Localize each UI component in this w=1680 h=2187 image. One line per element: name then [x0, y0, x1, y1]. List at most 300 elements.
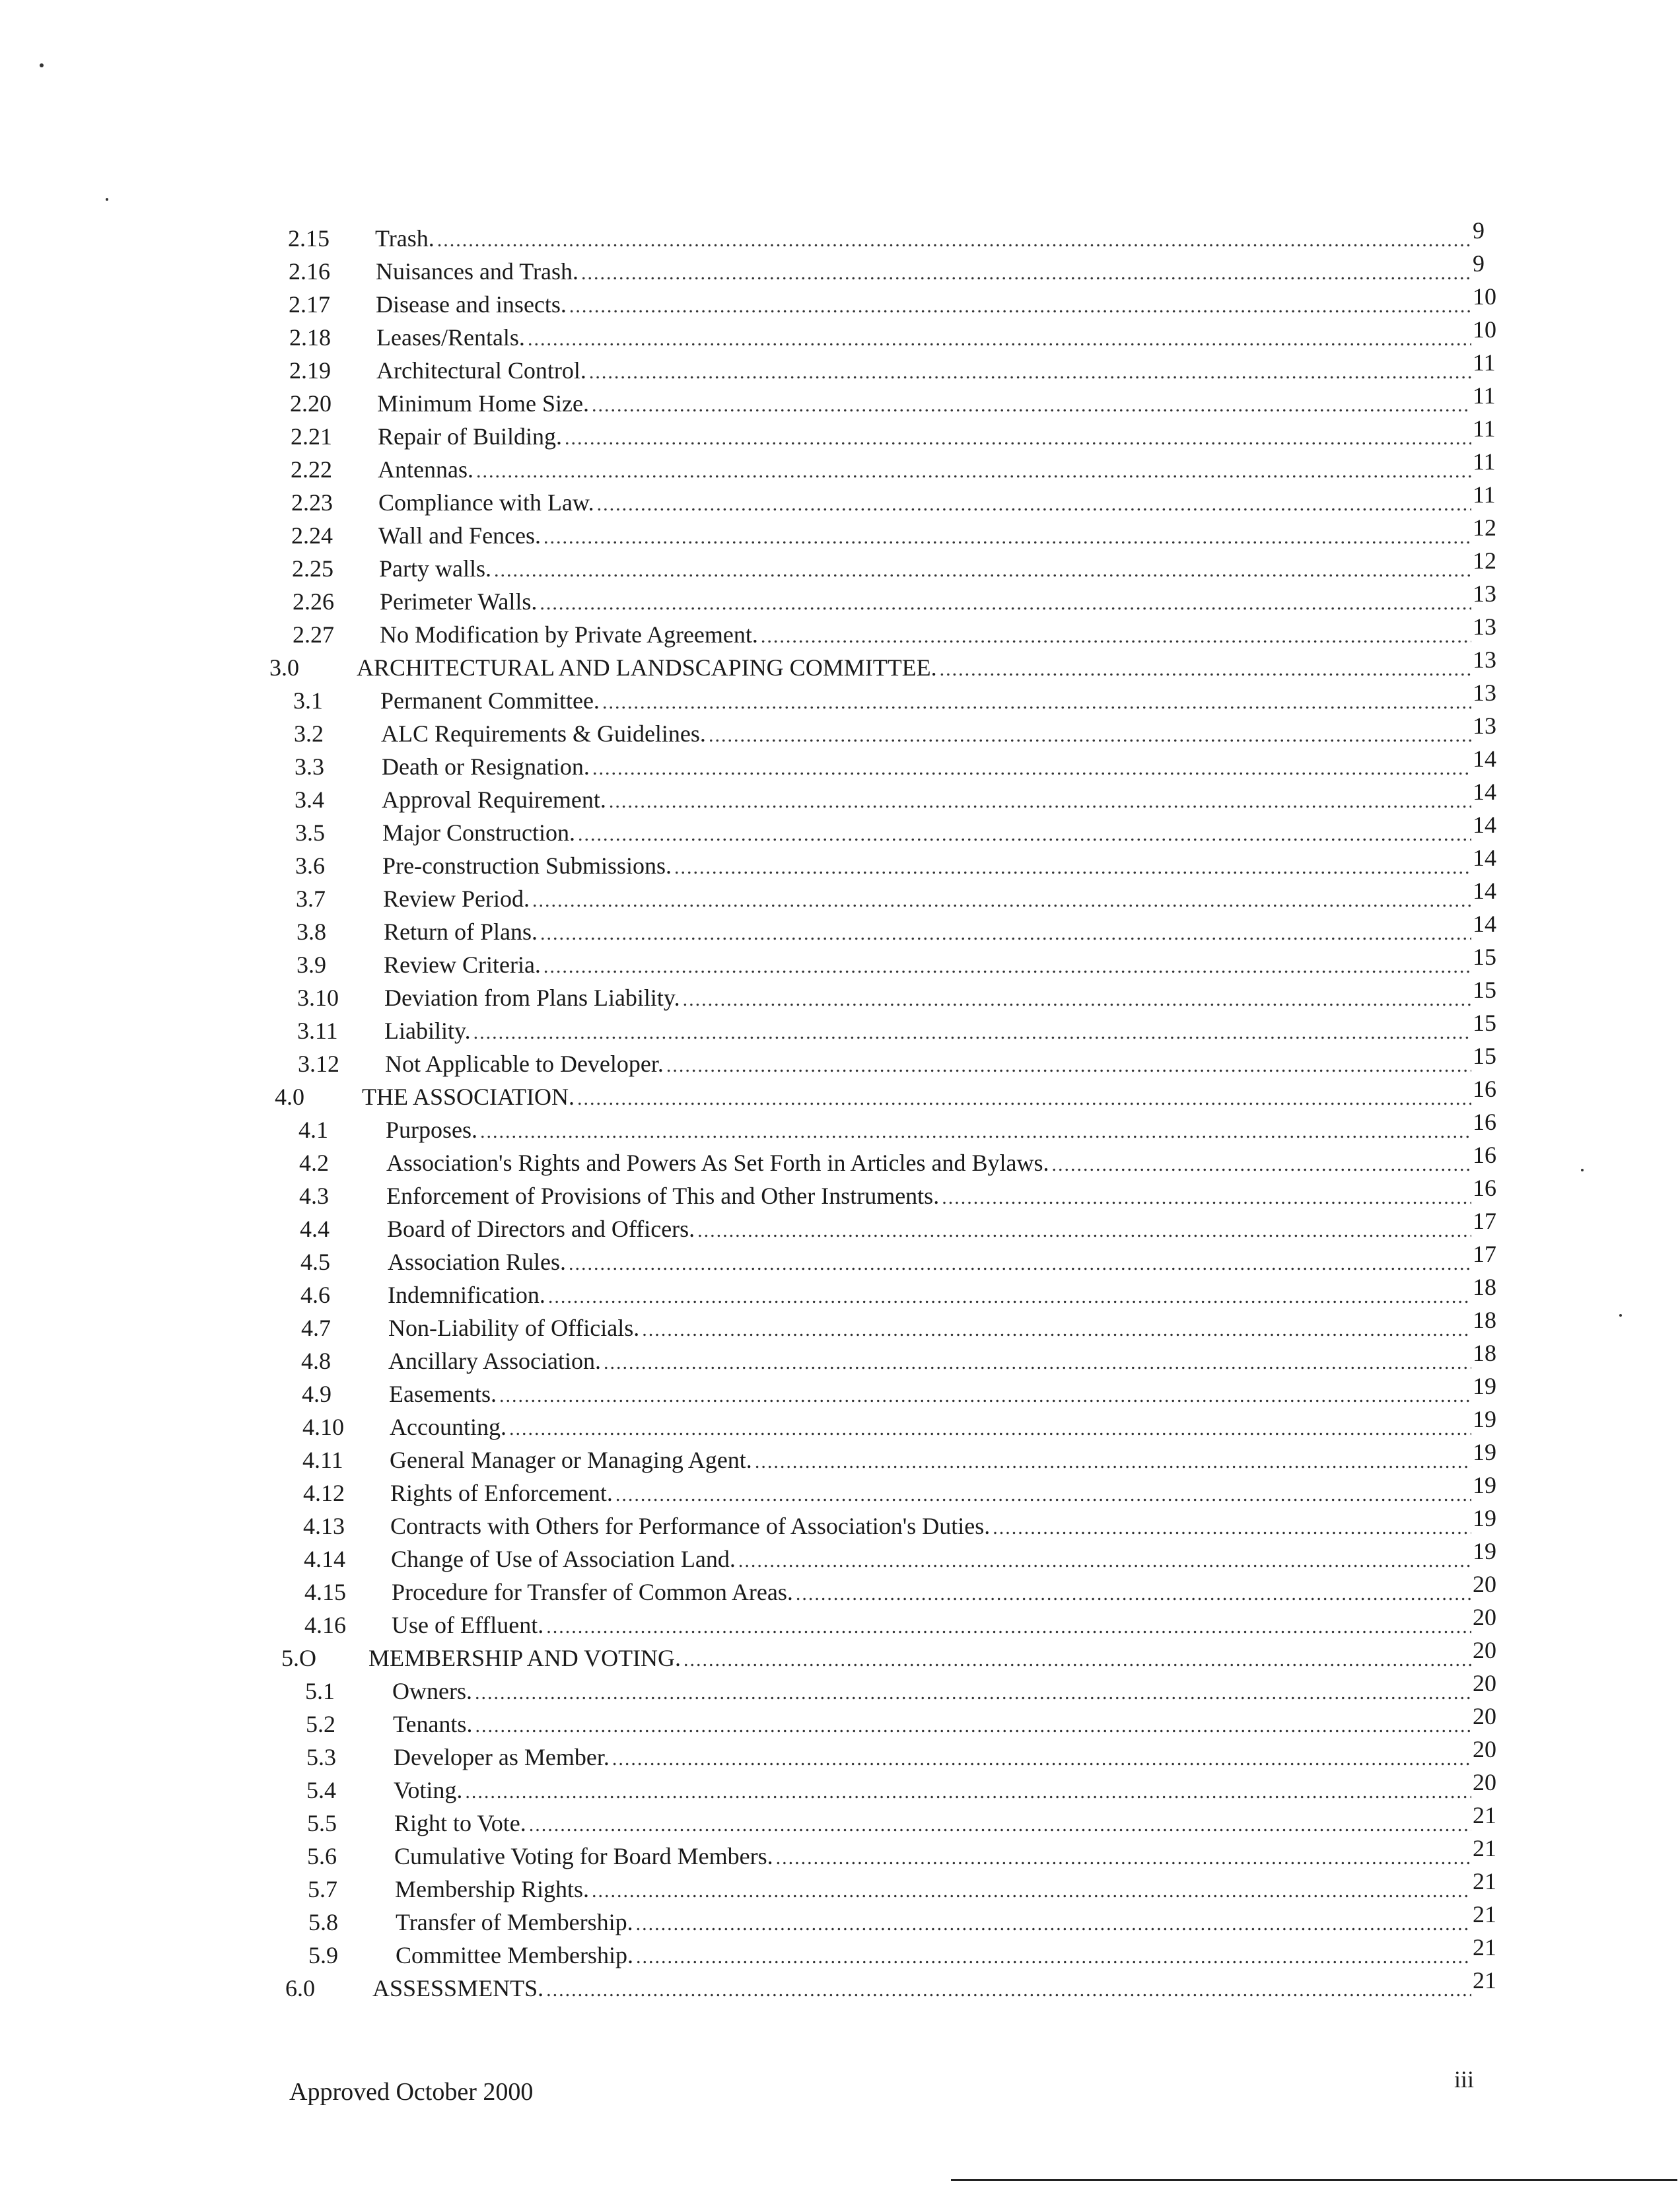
toc-page-number: 20 — [1473, 1769, 1496, 1795]
toc-section-title: THE ASSOCIATION. — [362, 1084, 575, 1110]
toc-entry — [0, 415, 1680, 453]
toc-title-with-leader — [376, 255, 1471, 290]
toc-title-with-leader — [390, 1510, 1471, 1545]
toc-section-number: 3.9 — [297, 952, 326, 978]
toc-entry — [0, 1967, 1680, 2005]
toc-page-number: 18 — [1473, 1274, 1496, 1300]
dot-leader — [494, 554, 1471, 587]
toc-title-with-leader — [394, 1741, 1471, 1776]
toc-section-number: 4.4 — [300, 1216, 330, 1242]
dot-leader — [509, 1412, 1471, 1445]
toc-title-with-leader — [383, 882, 1471, 917]
toc-title-with-leader — [388, 1344, 1471, 1379]
toc-title-with-leader — [377, 387, 1471, 422]
toc-section-number: 2.17 — [289, 291, 330, 318]
dot-leader — [577, 1082, 1471, 1115]
toc-section-title: Owners. — [392, 1678, 472, 1704]
toc-title-with-leader — [388, 1311, 1471, 1346]
toc-section-title: Developer as Member. — [394, 1744, 610, 1770]
toc-entry — [0, 1703, 1680, 1741]
toc-section-number: 5.6 — [307, 1843, 337, 1869]
dot-leader — [796, 1578, 1471, 1611]
toc-page-number: 13 — [1473, 646, 1496, 673]
dot-leader — [543, 521, 1471, 554]
toc-entry — [0, 779, 1680, 816]
toc-section-number: 5.9 — [308, 1942, 338, 1968]
dot-leader — [940, 653, 1471, 686]
toc-section-number: 4.6 — [300, 1282, 330, 1308]
toc-page-number: 21 — [1473, 1934, 1496, 1961]
toc-page-number: 12 — [1473, 547, 1496, 574]
toc-title-with-leader — [372, 1972, 1471, 2007]
toc-entry — [0, 1571, 1680, 1609]
toc-entry — [0, 1109, 1680, 1146]
toc-title-with-leader — [391, 1543, 1471, 1578]
toc-section-number: 2.15 — [288, 225, 330, 252]
dot-leader — [755, 1445, 1471, 1478]
dot-leader — [761, 620, 1471, 653]
dot-leader — [683, 1644, 1471, 1677]
toc-section-title: ASSESSMENTS. — [372, 1975, 544, 2001]
dot-leader — [569, 290, 1471, 323]
dot-leader — [709, 719, 1471, 752]
toc-section-number: 2.26 — [293, 588, 334, 615]
toc-entry — [0, 448, 1680, 486]
toc-entry — [0, 1373, 1680, 1410]
toc-title-with-leader — [385, 1047, 1471, 1082]
toc-entry — [0, 977, 1680, 1014]
toc-section-title: Not Applicable to Developer. — [385, 1051, 664, 1077]
toc-entry — [0, 1637, 1680, 1675]
toc-section-number: 4.5 — [300, 1249, 330, 1275]
toc-section-number: 4.15 — [304, 1579, 346, 1605]
toc-section-title: Association's Rights and Powers As Set Forth in Articles and Bylaws. — [386, 1150, 1049, 1176]
toc-title-with-leader — [379, 552, 1471, 587]
toc-section-number: 2.24 — [291, 522, 333, 549]
toc-section-title: No Modification by Private Agreement. — [380, 621, 758, 648]
toc-section-title: Right to Vote. — [394, 1810, 526, 1836]
toc-section-number: 5.5 — [307, 1810, 337, 1836]
toc-section-title: Death or Resignation. — [382, 753, 590, 780]
toc-entry — [0, 1604, 1680, 1642]
dot-leader — [1051, 1148, 1471, 1181]
toc-page-number: 14 — [1473, 779, 1496, 805]
dot-leader — [546, 1611, 1471, 1644]
dot-leader — [609, 785, 1471, 818]
toc-section-title: Rights of Enforcement. — [390, 1480, 613, 1506]
toc-section-number: 5.2 — [306, 1711, 335, 1737]
toc-entry — [0, 481, 1680, 519]
toc-title-with-leader — [380, 684, 1471, 719]
toc-section-title: Review Criteria. — [384, 952, 541, 978]
toc-page-number: 11 — [1473, 382, 1496, 409]
dot-leader — [437, 224, 1471, 257]
toc-page-number: 14 — [1473, 878, 1496, 904]
dot-leader — [480, 1115, 1471, 1148]
toc-page-number: 20 — [1473, 1736, 1496, 1762]
toc-section-title: Tenants. — [393, 1711, 473, 1737]
toc-section-title: Liability. — [384, 1018, 471, 1044]
toc-entry — [0, 646, 1680, 684]
toc-title-with-leader — [390, 1443, 1471, 1478]
scan-speck — [40, 63, 44, 67]
toc-entry — [0, 1505, 1680, 1543]
toc-section-title: Minimum Home Size. — [377, 390, 589, 417]
footer-rule — [951, 2179, 1677, 2181]
toc-section-number: 3.7 — [296, 885, 326, 912]
toc-section-number: 2.18 — [289, 324, 331, 351]
toc-entry — [0, 1307, 1680, 1344]
dot-leader — [532, 884, 1471, 917]
toc-section-number: 3.11 — [297, 1018, 338, 1044]
toc-section-title: Disease and insects. — [376, 291, 567, 318]
toc-page-number: 18 — [1473, 1340, 1496, 1366]
dot-leader — [473, 1016, 1471, 1049]
toc-title-with-leader — [368, 1642, 1471, 1677]
toc-title-with-leader — [384, 948, 1471, 983]
toc-title-with-leader — [396, 1939, 1471, 1974]
toc-section-number: 2.25 — [292, 555, 333, 582]
toc-section-title: Committee Membership. — [396, 1942, 633, 1968]
toc-page-number: 11 — [1473, 448, 1496, 475]
dot-leader — [592, 1875, 1471, 1908]
toc-page-number: 11 — [1473, 481, 1496, 508]
toc-section-title: Contracts with Others for Performance of Association's Duties. — [390, 1513, 991, 1539]
toc-title-with-leader — [392, 1576, 1471, 1611]
dot-leader — [475, 1677, 1471, 1710]
toc-entry — [0, 1934, 1680, 1972]
toc-title-with-leader — [390, 1410, 1471, 1445]
toc-section-title: Repair of Building. — [378, 423, 562, 450]
dot-leader — [666, 1049, 1471, 1082]
toc-page-number: 16 — [1473, 1175, 1496, 1201]
dot-leader — [993, 1511, 1471, 1545]
toc-section-title: Nuisances and Trash. — [376, 258, 578, 285]
toc-page-number: 16 — [1473, 1142, 1496, 1168]
toc-entry — [0, 613, 1680, 651]
toc-section-title: Indemnification. — [388, 1282, 545, 1308]
toc-title-with-leader — [392, 1675, 1471, 1710]
toc-section-title: Accounting. — [390, 1414, 507, 1440]
toc-entry — [0, 944, 1680, 981]
toc-page-number: 21 — [1473, 1967, 1496, 1994]
scan-speck — [106, 198, 108, 201]
toc-section-number: 4.11 — [302, 1447, 343, 1473]
toc-section-title: Association Rules. — [388, 1249, 566, 1275]
toc-title-with-leader — [393, 1708, 1471, 1743]
toc-page-number: 11 — [1473, 349, 1496, 376]
toc-section-number: 2.22 — [291, 456, 332, 483]
toc-entry — [0, 1901, 1680, 1939]
toc-entry — [0, 1208, 1680, 1245]
dot-leader — [592, 389, 1471, 422]
toc-section-number: 4.13 — [303, 1513, 345, 1539]
toc-section-number: 4.0 — [275, 1084, 304, 1110]
toc-entry — [0, 1340, 1680, 1377]
toc-entry — [0, 1010, 1680, 1047]
toc-entry — [0, 580, 1680, 618]
toc-entry — [0, 812, 1680, 849]
dot-leader — [597, 488, 1471, 521]
toc-page-number: 19 — [1473, 1538, 1496, 1564]
toc-entry — [0, 1538, 1680, 1576]
toc-page-number: 12 — [1473, 514, 1496, 541]
toc-title-with-leader — [390, 1476, 1471, 1511]
toc-title-with-leader — [386, 1179, 1471, 1214]
toc-entry — [0, 746, 1680, 783]
toc-section-title: Pre-construction Submissions. — [382, 852, 672, 879]
dot-leader — [476, 455, 1471, 488]
toc-section-number: 2.23 — [291, 489, 333, 516]
toc-title-with-leader — [388, 1245, 1471, 1280]
toc-section-number: 2.19 — [289, 357, 331, 384]
toc-entry — [0, 1769, 1680, 1807]
dot-leader — [540, 917, 1471, 950]
toc-entry — [0, 217, 1680, 255]
toc-page-number: 15 — [1473, 977, 1496, 1003]
toc-entry — [0, 1043, 1680, 1080]
toc-title-with-leader — [362, 1080, 1471, 1115]
toc-entry — [0, 712, 1680, 750]
toc-page-number: 14 — [1473, 845, 1496, 871]
toc-section-title: Purposes. — [386, 1117, 478, 1143]
dot-leader — [589, 356, 1471, 389]
toc-section-number: 4.10 — [302, 1414, 344, 1440]
toc-page-number: 19 — [1473, 1505, 1496, 1531]
dot-leader — [604, 1346, 1471, 1379]
dot-leader — [636, 1941, 1471, 1974]
toc-section-title: Enforcement of Provisions of This and Other Instruments. — [386, 1183, 940, 1209]
toc-entry — [0, 911, 1680, 948]
toc-page-number: 20 — [1473, 1637, 1496, 1663]
toc-page-number: 15 — [1473, 1010, 1496, 1036]
toc-section-number: 4.1 — [298, 1117, 328, 1143]
toc-section-title: Easements. — [389, 1381, 497, 1407]
toc-entry — [0, 1076, 1680, 1113]
toc-entry — [0, 1472, 1680, 1510]
toc-title-with-leader — [394, 1774, 1471, 1809]
toc-section-title: Leases/Rentals. — [376, 324, 525, 351]
toc-entry — [0, 1241, 1680, 1278]
toc-title-with-leader — [392, 1609, 1471, 1644]
toc-section-title: Board of Directors and Officers. — [387, 1216, 695, 1242]
dot-leader — [578, 818, 1471, 851]
dot-leader — [569, 1247, 1471, 1280]
toc-entry — [0, 1868, 1680, 1906]
dot-leader — [543, 950, 1471, 983]
toc-entry — [0, 1670, 1680, 1708]
toc-entry — [0, 349, 1680, 387]
toc-page-number: 9 — [1473, 217, 1485, 244]
toc-entry — [0, 1274, 1680, 1311]
toc-section-title: Compliance with Law. — [378, 489, 594, 516]
toc-page-number: 14 — [1473, 812, 1496, 838]
toc-section-title: Procedure for Transfer of Common Areas. — [392, 1579, 793, 1605]
toc-title-with-leader — [376, 288, 1471, 323]
toc-page-number: 14 — [1473, 746, 1496, 772]
toc-title-with-leader — [382, 849, 1471, 884]
toc-section-title: Change of Use of Association Land. — [391, 1546, 736, 1572]
toc-entry — [0, 1439, 1680, 1476]
toc-title-with-leader — [380, 585, 1471, 620]
toc-section-number: 3.0 — [269, 654, 299, 681]
dot-leader — [615, 1478, 1471, 1511]
dot-leader — [738, 1545, 1471, 1578]
toc-page-number: 15 — [1473, 944, 1496, 970]
toc-section-title: Ancillary Association. — [388, 1348, 601, 1374]
toc-section-number: 3.8 — [297, 919, 326, 945]
toc-page-number: 16 — [1473, 1076, 1496, 1102]
toc-section-number: 3.3 — [295, 753, 324, 780]
toc-section-number: 6.0 — [285, 1975, 315, 2001]
toc-title-with-leader — [388, 1278, 1471, 1313]
dot-leader — [465, 1776, 1471, 1809]
toc-title-with-leader — [376, 321, 1471, 356]
dot-leader — [683, 983, 1471, 1016]
dot-leader — [540, 587, 1471, 620]
toc-section-number: 4.7 — [301, 1315, 331, 1341]
toc-section-title: Permanent Committee. — [380, 687, 600, 714]
toc-title-with-leader — [381, 717, 1471, 752]
toc-section-number: 5.4 — [306, 1777, 336, 1803]
toc-page-number: 17 — [1473, 1208, 1496, 1234]
toc-page-number: 21 — [1473, 1901, 1496, 1927]
toc-section-number: 2.16 — [289, 258, 330, 285]
toc-section-number: 2.27 — [293, 621, 334, 648]
toc-page-number: 20 — [1473, 1703, 1496, 1729]
toc-title-with-leader — [382, 750, 1471, 785]
toc-title-with-leader — [375, 222, 1471, 257]
toc-section-title: Membership Rights. — [395, 1876, 589, 1902]
toc-section-number: 2.21 — [291, 423, 332, 450]
toc-section-title: Non-Liability of Officials. — [388, 1315, 640, 1341]
toc-title-with-leader — [394, 1840, 1471, 1875]
dot-leader — [581, 257, 1471, 290]
toc-page-number: 13 — [1473, 580, 1496, 607]
toc-section-number: 3.2 — [294, 720, 324, 747]
toc-page-number: 13 — [1473, 679, 1496, 706]
dot-leader — [674, 851, 1471, 884]
dot-leader — [529, 1809, 1471, 1842]
toc-page-number: 20 — [1473, 1571, 1496, 1597]
toc-entry — [0, 1175, 1680, 1212]
toc-page-number: 21 — [1473, 1835, 1496, 1861]
dot-leader — [528, 323, 1471, 356]
toc-entry — [0, 316, 1680, 354]
toc-section-title: Review Period. — [383, 885, 530, 912]
toc-page-number: 20 — [1473, 1670, 1496, 1696]
dot-leader — [697, 1214, 1471, 1247]
toc-entry — [0, 250, 1680, 288]
toc-section-number: 4.3 — [299, 1183, 329, 1209]
toc-title-with-leader — [386, 1113, 1471, 1148]
toc-page-number: 16 — [1473, 1109, 1496, 1135]
toc-section-number: 5.3 — [306, 1744, 336, 1770]
toc-title-with-leader — [376, 354, 1471, 389]
toc-page-number: 20 — [1473, 1604, 1496, 1630]
toc-section-title: Transfer of Membership. — [396, 1909, 633, 1935]
toc-section-number: 4.9 — [302, 1381, 332, 1407]
toc-section-number: 3.5 — [295, 819, 325, 846]
toc-page-number: 9 — [1473, 250, 1485, 277]
toc-page-number: 13 — [1473, 613, 1496, 640]
toc-entry — [0, 878, 1680, 915]
toc-title-with-leader — [389, 1377, 1471, 1412]
toc-title-with-leader — [387, 1212, 1471, 1247]
toc-section-number: 5.8 — [308, 1909, 338, 1935]
toc-section-number: 4.16 — [304, 1612, 346, 1638]
toc-title-with-leader — [378, 519, 1471, 554]
toc-page-number: 19 — [1473, 1373, 1496, 1399]
toc-page-number: 17 — [1473, 1241, 1496, 1267]
toc-entry — [0, 1142, 1680, 1179]
dot-leader — [475, 1710, 1471, 1743]
toc-entry — [0, 547, 1680, 585]
dot-leader — [592, 752, 1471, 785]
table-of-contents — [0, 217, 1680, 2005]
footer-page-number: iii — [1454, 2066, 1475, 2093]
dot-leader — [636, 1908, 1471, 1941]
toc-section-number: 4.8 — [301, 1348, 331, 1374]
toc-section-title: Perimeter Walls. — [380, 588, 538, 615]
toc-title-with-leader — [384, 981, 1471, 1016]
toc-title-with-leader — [357, 651, 1471, 686]
toc-title-with-leader — [378, 453, 1471, 488]
toc-entry — [0, 679, 1680, 717]
toc-section-title: ALC Requirements & Guidelines. — [381, 720, 706, 747]
toc-section-number: 4.14 — [304, 1546, 345, 1572]
toc-section-title: Wall and Fences. — [378, 522, 542, 549]
toc-section-number: 5.1 — [305, 1678, 335, 1704]
dot-leader — [612, 1743, 1471, 1776]
dot-leader — [565, 422, 1471, 455]
toc-section-title: General Manager or Managing Agent. — [390, 1447, 752, 1473]
toc-entry — [0, 1406, 1680, 1443]
toc-section-title: Party walls. — [379, 555, 491, 582]
toc-entry — [0, 283, 1680, 321]
dot-leader — [642, 1313, 1471, 1346]
toc-section-title: Trash. — [375, 225, 435, 252]
toc-section-number: 3.12 — [298, 1051, 339, 1077]
toc-entry — [0, 845, 1680, 882]
toc-section-title: Approval Requirement. — [382, 786, 606, 813]
toc-section-title: ARCHITECTURAL AND LANDSCAPING COMMITTEE. — [357, 654, 937, 681]
toc-page-number: 10 — [1473, 283, 1496, 310]
toc-page-number: 21 — [1473, 1868, 1496, 1894]
toc-title-with-leader — [396, 1906, 1471, 1941]
toc-page-number: 19 — [1473, 1439, 1496, 1465]
toc-page-number: 21 — [1473, 1802, 1496, 1828]
toc-section-title: Use of Effluent. — [392, 1612, 544, 1638]
toc-section-title: Cumulative Voting for Board Members. — [394, 1843, 773, 1869]
toc-page-number: 14 — [1473, 911, 1496, 937]
dot-leader — [602, 686, 1471, 719]
toc-section-number: 3.1 — [293, 687, 323, 714]
dot-leader — [548, 1280, 1471, 1313]
toc-section-number: 2.20 — [290, 390, 332, 417]
toc-section-number: 5.7 — [308, 1876, 337, 1902]
toc-title-with-leader — [380, 618, 1471, 653]
toc-section-title: Antennas. — [378, 456, 473, 483]
toc-page-number: 15 — [1473, 1043, 1496, 1069]
dot-leader — [776, 1842, 1471, 1875]
toc-title-with-leader — [394, 1807, 1471, 1842]
toc-page-number: 10 — [1473, 316, 1496, 343]
toc-entry — [0, 514, 1680, 552]
toc-section-number: 3.6 — [295, 852, 325, 879]
toc-entry — [0, 1736, 1680, 1774]
toc-section-number: 3.10 — [297, 985, 339, 1011]
